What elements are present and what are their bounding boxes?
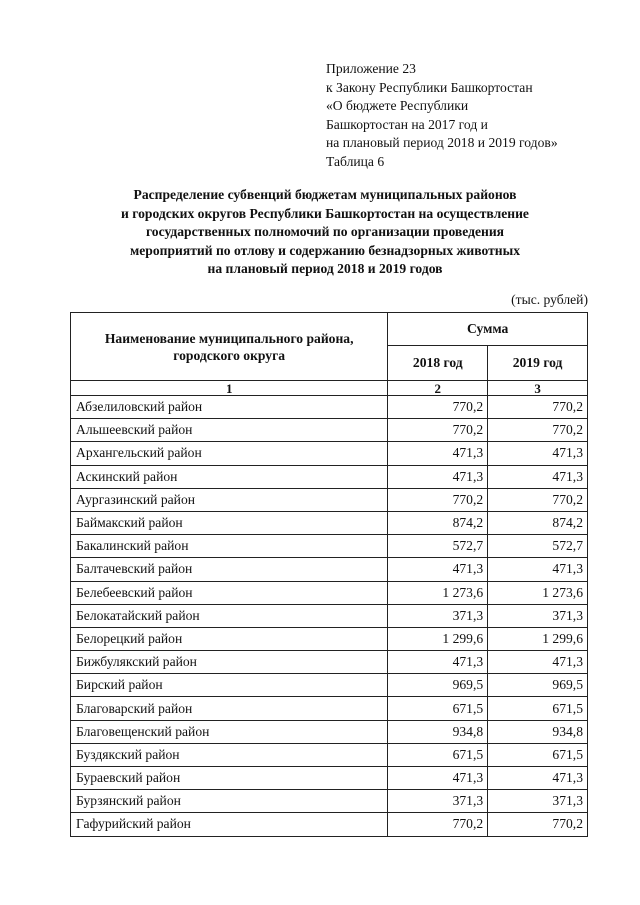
value-2018-cell: 471,3 — [388, 442, 488, 465]
document-title — [70, 186, 580, 279]
appendix-line: Таблица 6 — [326, 153, 385, 169]
value-2019-cell: 371,3 — [488, 790, 588, 813]
header-year-2018: 2018 год — [388, 346, 488, 381]
header-sum: Сумма — [388, 313, 588, 346]
value-2019-cell: 471,3 — [488, 442, 588, 465]
title-line: мероприятий по отлову и содержанию безнадзорных животных — [130, 242, 520, 258]
district-name-cell: Аургазинский район — [71, 488, 388, 511]
value-2018-cell: 1 273,6 — [388, 581, 488, 604]
value-2019-cell: 371,3 — [488, 604, 588, 627]
table-row — [71, 581, 588, 604]
value-2018-cell: 471,3 — [388, 651, 488, 674]
table-row — [71, 627, 588, 650]
district-name-cell: Белорецкий район — [71, 627, 388, 650]
district-name-cell: Буздякский район — [71, 743, 388, 766]
column-number: 2 — [388, 381, 488, 396]
value-2018-cell: 671,5 — [388, 697, 488, 720]
district-name-cell: Белебеевский район — [71, 581, 388, 604]
header-name: Наименование муниципального района, городского округа — [71, 313, 388, 381]
district-name-cell: Бижбулякский район — [71, 651, 388, 674]
title-line: и городских округов Республики Башкортостан на осуществление — [121, 205, 529, 221]
value-2019-cell: 1 299,6 — [488, 627, 588, 650]
value-2018-cell: 770,2 — [388, 396, 488, 419]
value-2019-cell: 471,3 — [488, 767, 588, 790]
value-2018-cell: 671,5 — [388, 743, 488, 766]
district-name-cell: Бирский район — [71, 674, 388, 697]
appendix-line: Башкортостан на 2017 год и — [326, 116, 488, 132]
value-2018-cell: 969,5 — [388, 674, 488, 697]
subsidy-table — [70, 312, 588, 837]
appendix-line: Приложение 23 — [326, 61, 416, 76]
value-2019-cell: 471,3 — [488, 465, 588, 488]
district-name-cell: Благоварский район — [71, 697, 388, 720]
district-name-cell: Аскинский район — [71, 465, 388, 488]
value-2018-cell: 471,3 — [388, 465, 488, 488]
district-name-cell: Бураевский район — [71, 767, 388, 790]
table-row — [71, 442, 588, 465]
title-line: на плановый период 2018 и 2019 годов — [207, 261, 443, 277]
table-row — [71, 813, 588, 836]
table-row — [71, 535, 588, 558]
value-2018-cell: 572,7 — [388, 535, 488, 558]
table-row — [71, 651, 588, 674]
value-2018-cell: 934,8 — [388, 720, 488, 743]
value-2019-cell: 770,2 — [488, 813, 588, 836]
column-number: 3 — [488, 381, 588, 396]
value-2019-cell: 471,3 — [488, 558, 588, 581]
column-number: 1 — [71, 381, 388, 396]
value-2019-cell: 671,5 — [488, 697, 588, 720]
table-row — [71, 674, 588, 697]
value-2019-cell: 770,2 — [488, 488, 588, 511]
district-name-cell: Балтачевский район — [71, 558, 388, 581]
value-2018-cell: 471,3 — [388, 558, 488, 581]
district-name-cell: Бурзянский район — [71, 790, 388, 813]
value-2018-cell: 770,2 — [388, 813, 488, 836]
appendix-line: к Закону Республики Башкортостан — [326, 79, 533, 95]
table-row — [71, 743, 588, 766]
value-2019-cell: 770,2 — [488, 419, 588, 442]
value-2019-cell: 572,7 — [488, 535, 588, 558]
table-row — [71, 697, 588, 720]
value-2018-cell: 874,2 — [388, 511, 488, 534]
value-2019-cell: 1 273,6 — [488, 581, 588, 604]
unit-note: (тыс. рублей) — [511, 292, 588, 307]
value-2019-cell: 969,5 — [488, 674, 588, 697]
value-2019-cell: 471,3 — [488, 651, 588, 674]
table-row — [71, 465, 588, 488]
district-name-cell: Архангельский район — [71, 442, 388, 465]
table-row — [71, 558, 588, 581]
appendix-line: на плановый период 2018 и 2019 годов» — [326, 135, 558, 151]
value-2019-cell: 874,2 — [488, 511, 588, 534]
table-row — [71, 419, 588, 442]
value-2018-cell: 371,3 — [388, 604, 488, 627]
title-line: Распределение субвенций бюджетам муниципальных районов — [133, 187, 517, 202]
value-2018-cell: 770,2 — [388, 419, 488, 442]
appendix-header — [326, 60, 558, 172]
district-name-cell: Альшеевский район — [71, 419, 388, 442]
value-2018-cell: 371,3 — [388, 790, 488, 813]
appendix-line: «О бюджете Республики — [326, 98, 469, 114]
value-2018-cell: 471,3 — [388, 767, 488, 790]
table-row — [71, 511, 588, 534]
district-name-cell: Баймакский район — [71, 511, 388, 534]
district-name-cell: Бакалинский район — [71, 535, 388, 558]
header-year-2019: 2019 год — [488, 346, 588, 381]
value-2019-cell: 770,2 — [488, 396, 588, 419]
table-row — [71, 604, 588, 627]
table-row — [71, 720, 588, 743]
table-row — [71, 767, 588, 790]
value-2019-cell: 934,8 — [488, 720, 588, 743]
district-name-cell: Белокатайский район — [71, 604, 388, 627]
table-row — [71, 396, 588, 419]
title-line: государственных полномочий по организации проведения — [145, 224, 505, 240]
table-row — [71, 790, 588, 813]
value-2018-cell: 1 299,6 — [388, 627, 488, 650]
district-name-cell: Абзелиловский район — [71, 396, 388, 419]
district-name-cell: Гафурийский район — [71, 813, 388, 836]
value-2019-cell: 671,5 — [488, 743, 588, 766]
value-2018-cell: 770,2 — [388, 488, 488, 511]
district-name-cell: Благовещенский район — [71, 720, 388, 743]
table-row — [71, 488, 588, 511]
